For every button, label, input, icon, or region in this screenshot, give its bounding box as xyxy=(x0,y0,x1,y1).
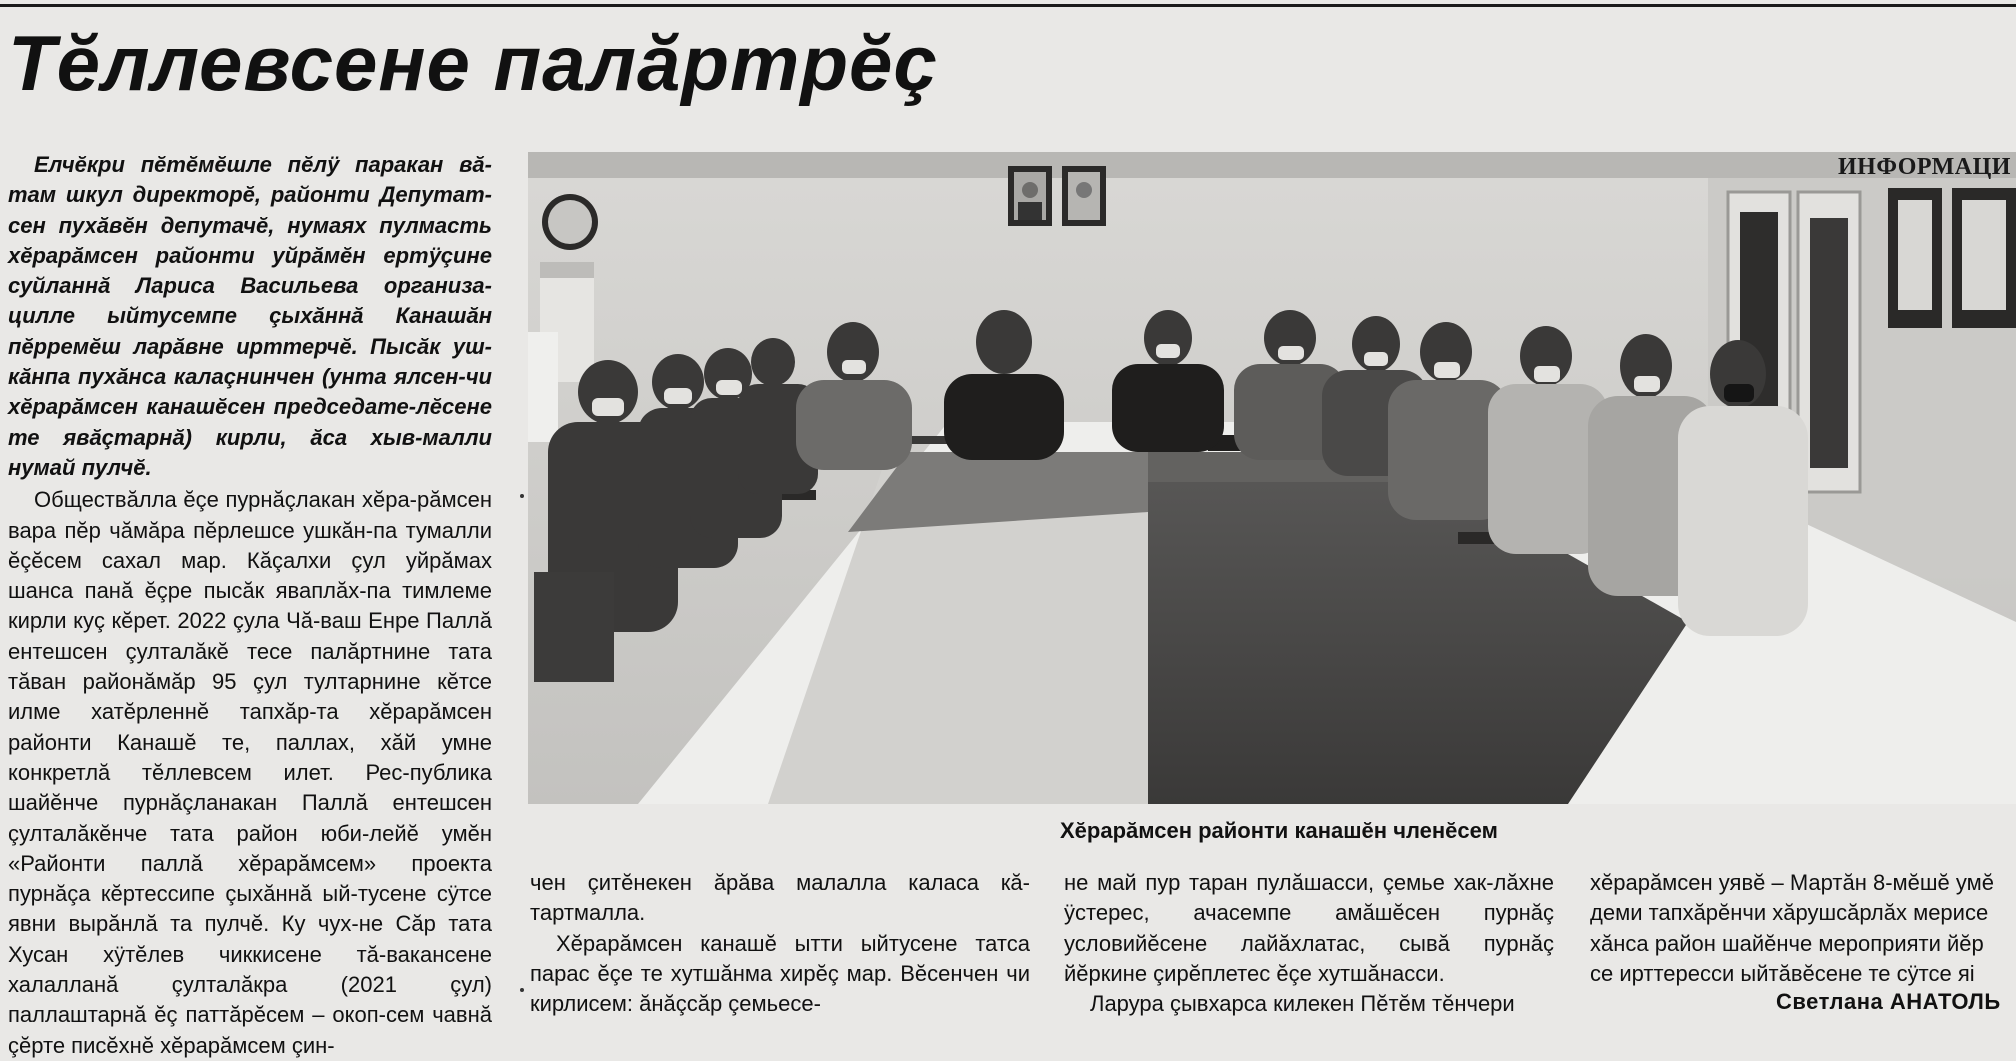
column-a-paragraph-1: чен çитĕнекен ăрăва малалла каласа кă-тартмалла. xyxy=(530,870,1030,926)
article-photo xyxy=(528,152,2016,804)
meeting-photo-illustration xyxy=(528,152,2016,804)
article-headline: Тĕллевсене палăртрĕç xyxy=(8,19,938,107)
column-c-line-1: хĕрарăмсен уявĕ – Мартăн 8-мĕшĕ умĕ xyxy=(1590,870,1995,895)
print-speck xyxy=(520,988,524,992)
column-a xyxy=(530,868,1030,1019)
article-lead: Елчĕкри пĕтĕмĕшле пĕлÿ паракан вă-там шкул директорĕ, районти Депутат-сен пухăвĕн депутачĕ, нумаях пулмасть хĕрарăмсен районти уйрăмĕн ертÿçине суйланнă Лариса Васильева организа-цилле ыйтусемпе çыхăннă Канашăн пĕрремĕш ларăвне ирттерчĕ. Пысăк уш-кăнпа пухăнса калаçнинчен (унта ялсен-чи хĕрарăмсен канашĕсен председате-лĕсене те явăçтарнă) кирли, ăса хыв-малли нумай пулчĕ. xyxy=(8,152,492,480)
column-b xyxy=(1064,868,1554,1019)
information-board-sign: ИНФОРМАЦИ xyxy=(1838,154,2011,180)
article-body-left: Обществăлла ĕçе пурнăçлакан хĕра-рăмсен вара пĕр чăмăра пĕрлешсе ушкăн-па тумалли ĕçĕсем сахал мар. Кăçалхи çул уйрăмах шанса панă ĕçре пысăк яваплăх-па тимлеме кирли куç кĕрет. 2022 çула Чă-ваш Енре Паллă ентешсен çулталăкĕ тесе палăртнине тата тăван районăмăр 95 çул тултарнине кĕтсе илме хатĕрленнĕ тапхăр-та хĕрарăмсен районти Канашĕ те, паллах, хăй умне конкретлă тĕллевсем илет. Рес-публика шайĕнче пурнăçланакан Паллă ентешсен çулталăкĕнче тата район юби-лейĕ умĕн «Районти паллă хĕрарăмсем» проекта пурнăçа кĕртессипе çыхăннă ый-тусене сÿтсе явни вырăнлă та пулчĕ. Ку чух-не Сăр тата Хусан хÿтĕлев чиккисене тă-вакансене халалланă çулталăкра (2021 çул) паллаштарнă ĕç паттăрĕсем – окоп-сем чавнă çĕрте писĕхнĕ хĕрарăмсем çин- xyxy=(8,487,492,1058)
print-speck xyxy=(520,494,524,498)
column-a-paragraph-2: Хĕрарăмсен канашĕ ытти ыйтусене татса парас ĕçе те хутшăнма хирĕç мар. Вĕсенчен чи кирлисем: ăнăçсăр çемьесе- xyxy=(530,930,1030,1017)
photo-caption: Хĕрарăмсен районти канашĕн членĕсем xyxy=(1060,818,1498,843)
column-c-line-4: се ирттересси ыйтăвĕсене те сÿтсе яі xyxy=(1590,960,1975,986)
column-c-line-2: деми тапхăрĕнчи хăрушсăрлăх мерисе xyxy=(1590,900,1989,926)
top-rule xyxy=(0,4,2016,7)
column-c xyxy=(1590,868,2016,1015)
column-b-paragraph-2: Ларура çывхарса килекен Пĕтĕм тĕнчери xyxy=(1090,991,1515,1017)
column-c-line-3: хăнса район шайĕнче мероприяти йĕр xyxy=(1590,930,1984,956)
left-column xyxy=(8,150,492,1061)
column-b-paragraph-1: не май пур таран пулăшасси, çемье хак-лăхне ÿстерес, ачасемпе амăшĕсен пурнăç условийĕсене лайăхлатас, сывă пурнăç йĕркине çирĕплетес ĕçе хутшăнасси. xyxy=(1064,870,1554,986)
author-signature: Светлана АНАТОЛЬ xyxy=(1776,989,2001,1015)
